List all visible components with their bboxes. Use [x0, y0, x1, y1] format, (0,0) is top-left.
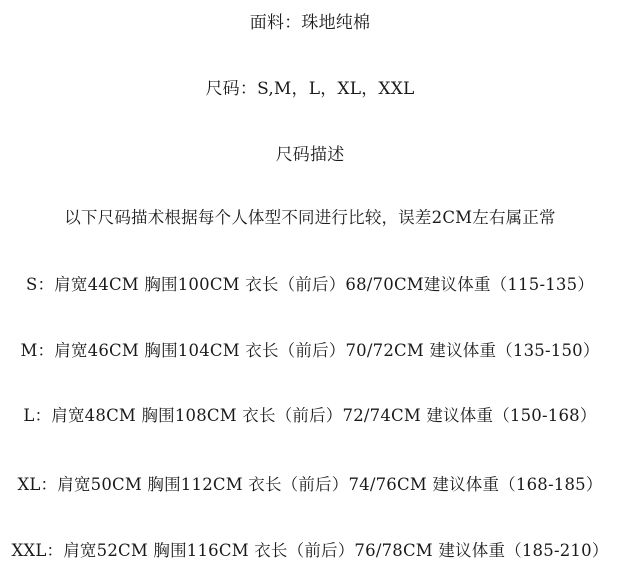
- size-row-xl: XL：肩宽50CM 胸围112CM 衣长（前后）74/76CM 建议体重（168-185）: [17, 475, 603, 494]
- size-row-xxl: XXL：肩宽52CM 胸围116CM 衣长（前后）76/78CM 建议体重（185-210）: [11, 541, 609, 560]
- size-row-m: M：肩宽46CM 胸围104CM 衣长（前后）70/72CM 建议体重（135-150）: [20, 341, 600, 360]
- sizes-line: 尺码：S,M，L，XL，XXL: [205, 79, 415, 99]
- size-row-l: L：肩宽48CM 胸围108CM 衣长（前后）72/74CM 建议体重（150-168）: [23, 406, 597, 425]
- size-description-heading: 尺码描述: [275, 145, 345, 165]
- fabric-line: 面料：珠地纯棉: [249, 13, 371, 33]
- size-note: 以下尺码描术根据每个人体型不同进行比较，误差2CM左右属正常: [64, 208, 556, 227]
- size-row-s: S：肩宽44CM 胸围100CM 衣长（前后）68/70CM建议体重（115-135）: [25, 275, 595, 294]
